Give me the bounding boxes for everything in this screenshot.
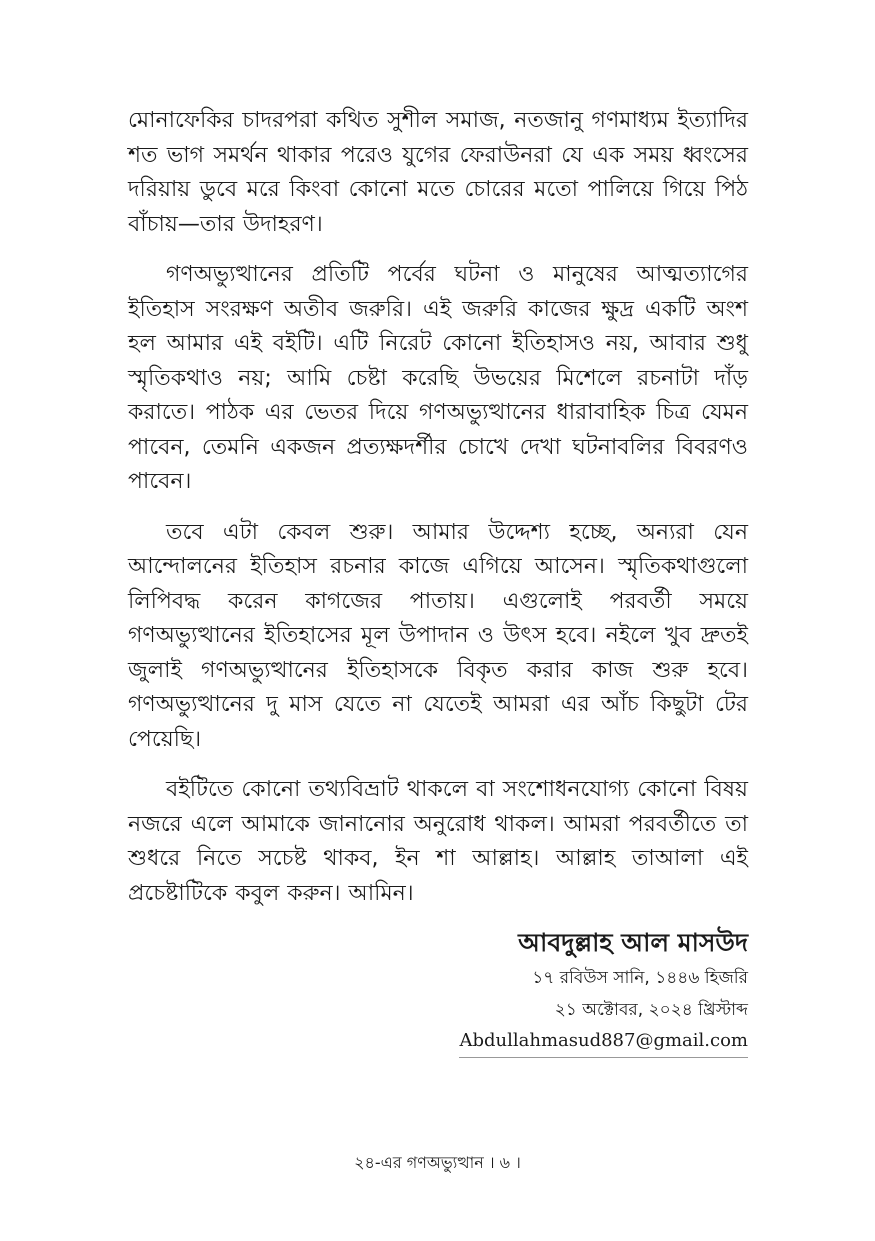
paragraph-continued: মোনাফেকির চাদরপরা কথিত সুশীল সমাজ, নতজানু গণমাধ্যম ইত্যাদির শত ভাগ সমর্থন থাকার পরেও যুগের ফেরাউনরা যে এক সময় ধ্বংসের দরিয়ায় ডুবে মরে কিংবা কোনো মতে চোরের মতো পালিয়ে গিয়ে পিঠ বাঁচায়—তার উদাহরণ। xyxy=(128,108,748,237)
author-email-link[interactable]: Abdullahmasud887@gmail.com xyxy=(459,1026,748,1058)
body-text xyxy=(128,104,748,927)
author-signature-block xyxy=(459,924,748,1058)
paragraph: বইটিতে কোনো তথ্যবিভ্রাট থাকলে বা সংশোধনযোগ্য কোনো বিষয় নজরে এলে আমাকে জানানোর অনুরোধ থাকল। আমরা পরবর্তীতে তা শুধরে নিতে সচেষ্ট থাকব, ইন শা আল্লাহ। আল্লাহ তাআলা এই প্রচেষ্টাটিকে কবুল করুন। আমিন। xyxy=(128,777,748,906)
page-footer: ২৪-এর গণঅভ্যুত্থান । ৬ । xyxy=(354,1153,521,1172)
paragraph: তবে এটা কেবল শুরু। আমার উদ্দেশ্য হচ্ছে, অন্যরা যেন আন্দোলনের ইতিহাস রচনার কাজে এগিয়ে আসেন। স্মৃতিকথাগুলো লিপিবদ্ধ করেন কাগজের পাতায়। এগুলোই পরবর্তী সময়ে গণঅভ্যুত্থানের ইতিহাসের মূল উপাদান ও উৎস হবে। নইলে খুব দ্রুতই জুলাই গণঅভ্যুত্থানের ইতিহাসকে বিকৃত করার কাজ শুরু হবে। গণঅভ্যুত্থানের দু মাস যেতে না যেতেই আমরা এর আঁচ কিছুটা টের পেয়েছি। xyxy=(128,519,748,752)
gregorian-date: ২১ অক্টোবর, ২০২৪ খ্রিস্টাব্দ xyxy=(554,1000,748,1020)
paragraph: গণঅভ্যুত্থানের প্রতিটি পর্বের ঘটনা ও মানুষের আত্মত্যাগের ইতিহাস সংরক্ষণ অতীব জরুরি। এই জরুরি কাজের ক্ষুদ্র একটি অংশ হল আমার এই বইটি। এটি নিরেট কোনো ইতিহাসও নয়, আবার শুধু স্মৃতিকথাও নয়; আমি চেষ্টা করেছি উভয়ের মিশেলে রচনাটা দাঁড় করাতে। পাঠক এর ভেতর দিয়ে গণঅভ্যুত্থানের ধারাবাহিক চিত্র যেমন পাবেন, তেমনি একজন প্রত্যক্ষদর্শীর চোখে দেখা ঘটনাবলির বিবরণও পাবেন। xyxy=(128,262,748,494)
author-name: আবদুল্লাহ আল মাসউদ xyxy=(518,928,748,957)
hijri-date: ১৭ রবিউস সানি, ১৪৪৬ হিজরি xyxy=(532,968,748,988)
